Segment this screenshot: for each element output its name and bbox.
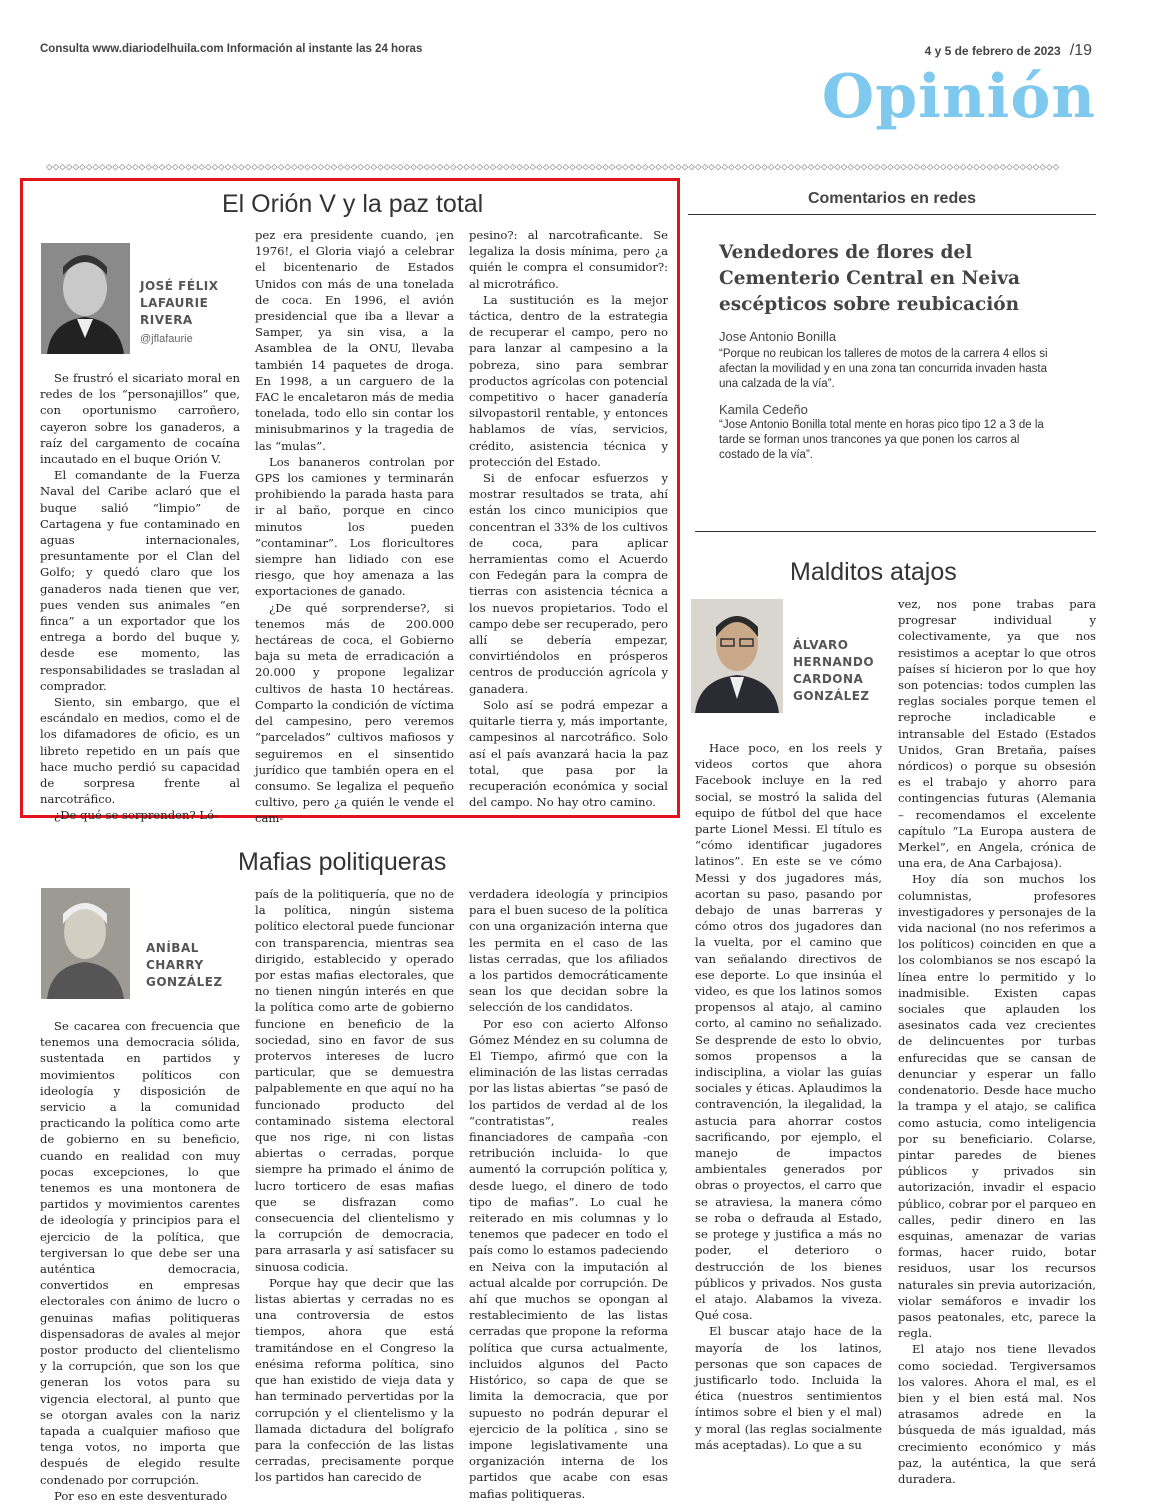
author-line: JOSÉ FÉLIX [140, 279, 219, 293]
paragraph: Si de enfocar esfuerzos y mostrar resultados se trata, ahí están los cinco municipios que concentran el 33% de los cultivos de coca, para aplicar herramientas como el Acuerdo con Fedegán para la compra de tierras con asistencia técnica a los nuevos propietarios. Todo el campo debe ser recuperado, pero allí se debería empezar, convirtiéndolos en prósperos centros de producción agrícola y ganadera. [469, 471, 668, 696]
paragraph: Por eso en este desventurado [54, 1488, 228, 1503]
author-line: ÁLVARO [793, 638, 849, 652]
author-name-charry [146, 940, 223, 991]
author-photo [41, 243, 130, 354]
article-title-orion: El Orión V y la paz total [222, 190, 484, 218]
paragraph: verdadera ideología y principios para el buen suceso de la política con una organización interna que les permita en el caso de las listas cerradas, que los afiliados a los partidos democráticamente sean los que decidan sobre la selección de los candidatos. [469, 887, 668, 1015]
author-photo [41, 888, 130, 999]
author-name-lafaurie [140, 278, 218, 329]
paragraph: ¿De qué se sorprenden? Ló- [54, 808, 218, 823]
paragraph: Solo así se podrá empezar a quitarle tierra y, más importante, campesinos al narcotráfico. Solo así el país avanzará hacia la paz total, que pasa por la recuperación económica y social del campo. No hay otro camino. [469, 697, 668, 810]
author-line: ANÍBAL [146, 941, 199, 955]
paragraph: país de la politiquería, que no de la política, ningún sistema político electoral puede funcionar con transparencia, mientras sea dirigido, establecido y operado por estas mafias electorales, que no tienen ningún interés en que la política como arte de gobierno funcione en beneficio de la sociedad, sino en favor de sus protervos intereses de lucro particular, que se demuestra palpablemente en que aquí no ha funcionado producto del contaminado sistema electoral que nos rige, ni con listas abiertas o cerradas, porque siempre ha primado el ánimo de lucro torticero de esas mafias que se disfrazan como consecuencia del clientelismo y la corrupción de democracia, para arrasarla y así satisfacer su sinuosa codicia. [255, 887, 454, 1274]
paragraph: Hoy día son muchos los columnistas, profesores investigadores y personajes de la vida nacional (no nos referimos a los políticos) coinciden en que a los colombianos se nos escapó la línea entre lo permitido y lo inadmisible. Existen capas sociales que aplauden los asesinatos cada vez crecientes de delincuentes por turbas enfurecidas que se cansan de denunciar y esperar un fallo condenatorio. Desde hace mucho la trampa y el atajo, se califica como astucia, como inteligencia por su beneficiario. Colarse, pintar paredes de bienes públicos y privados sin autorización, invadir el espacio público, cobrar por el parqueo en calles, pedir dinero en las esquinas, amenazar de varias formas, hacer ruido, botar residuos, usar los recursos naturales sin previa autorización, violar semáforos e invadir los pasos peatonales, etc, parece la regla. [898, 872, 1096, 1341]
article3-column-1 [40, 1018, 240, 1503]
section-title: Opinión [821, 62, 1096, 132]
paragraph: Por eso con acierto Alfonso Gómez Méndez en su columna de El Tiempo, afirmó que con la eliminación de las listas cerradas por las listas abiertas “se pasó de los partidos de verdad al de los “contratistas”, reales financiadores de campaña -con retribución incluida- lo que aumentó la corrupción política y, desde luego, el dinero de todo tipo de mafias”. Lo cual he reiterado en mis columnas y lo tenemos que padecer en todo el país como lo estamos padeciendo en Neiva con la imputación al actual alcalde por corrupción. De ahí que muchos se opongan al restablecimiento de las listas cerradas que propone la reforma política que cursa actualmente, incluidos algunos del Pacto Histórico, so capa de que se limita la democracia, que por supuesto no podrán depurar el ejercicio de la política , sino se impone legislativamente una organización interna de los partidos que acabe con esas mafias politiqueras. [469, 1016, 668, 1501]
author-line: GONZÁLEZ [793, 689, 870, 703]
comment-text: “Porque no reubican los talleres de motos de la carrera 4 ellos si afectan la movilidad y en una zona tan concurrida invaden hasta una calzada de la vía”. [719, 348, 1048, 390]
paragraph: pesino?: al narcotraficante. Se legaliza la dosis mínima, pero ¿a quién le compra el consumidor?: al microtráfico. [469, 228, 668, 291]
article1-column-1 [40, 370, 240, 823]
header-date: 4 y 5 de febrero de 2023 [924, 44, 1061, 58]
commenter-name: Kamila Cedeño [719, 402, 808, 417]
commenter-name: Jose Antonio Bonilla [719, 329, 837, 344]
author-line: CHARRY [146, 958, 204, 972]
paragraph: Hace poco, en los reels y videos cortos que ahora Facebook incluye en la red social, se mostró la salida del equipo de fútbol del que hace parte Lionel Messi. El título es “cómo identificar jugadores latinos”. En este se ve cómo Messi y dos jugadores más, acortan su paso, pasando por debajo de unas barreras y cómo otros dos jugadores dan la vuelta, por el camino que van señalando directivos de ese deporte. Lo que insinúa el video, es que los latinos somos propensos al atajo, al camino corto, al camino no señalizado. Se desprende de esto lo obvio, somos propensos a la indisciplina, a violar las guías sociales y éticas. Aplaudimos la contravención, la ilegalidad, la astucia para ahorrar costos sacrificando, por ejemplo, el manejo de impactos ambientales generados por obras o proyectos, el carro que se atraviesa, la manera cómo se roba o defrauda al Estado, se protege y justifica a más no poder, el deterioro o destrucción de los bienes públicos y privados. Nos gusta el atajo. Alabamos la viveza. Qué cosa. [695, 741, 882, 1323]
article-title-mafias: Mafias politiqueras [238, 848, 447, 876]
paragraph: El buscar atajo hace de la mayoría de los latinos, personas que son capaces de justificarlo todo. Incluida la ética (nuestros sentimientos íntimos sobre el bien y el mal) y moral (las reglas socialmente más aceptadas). Lo que a su [695, 1324, 882, 1452]
divider [688, 214, 1096, 215]
comment-text: “Jose Antonio Bonilla total mente en horas pico tipo 12 a 3 de la tarde se forman unos trancones ya que ponen los carros al costado de la vía”. [719, 419, 1044, 461]
paragraph: Los bananeros controlan por GPS los camiones y terminarán prohibiendo la parada hasta para ir al baño, porque en cinco minutos los pueden “contaminar”. Los floricultores siempre han lidiado con ese riesgo, que hoy amenaza a las exportaciones de ganado. [255, 454, 454, 599]
article-title-atajos: Malditos atajos [790, 558, 957, 586]
article1-column-2 [255, 227, 454, 826]
decorative-diamond-border: ◇◇◇◇◇◇◇◇◇◇◇◇◇◇◇◇◇◇◇◇◇◇◇◇◇◇◇◇◇◇◇◇◇◇◇◇◇◇◇◇◇◇◇◇◇◇◇◇◇◇◇◇◇◇◇◇◇◇◇◇◇◇◇◇◇◇◇◇◇◇◇◇◇◇◇◇◇◇◇◇◇◇◇◇◇◇◇◇◇◇◇◇◇◇◇◇◇◇◇◇◇◇◇◇◇◇◇◇◇◇◇◇◇◇◇◇◇◇◇◇◇◇◇◇◇◇◇◇◇◇◇◇◇◇◇◇◇◇◇◇◇◇◇◇◇◇◇◇◇◇◇◇◇ [46, 160, 1060, 173]
paragraph: Se frustró el sicariato moral en redes de los “personajillos” que, con oportunismo carroñero, cayeron sobre los ganaderos, a raíz del cargamento de cocaína incautado en el buque Orión V. [40, 371, 240, 467]
paragraph: La sustitución es la mejor táctica, dentro de la estrategia de recuperar el campo, pero no para lanzar al campesino a la pobreza, sino para sembrar productos agrícolas con potencial competitivo o hacer ganadería silvopastoril rentable, y entonces hablamos de vías, servicios, crédito, asistencia técnica y protección del Estado. [469, 292, 668, 469]
author-photo [691, 599, 783, 713]
header-website-line: Consulta www.diariodelhuila.com Información al instante las 24 horas [40, 43, 423, 55]
paragraph: pez era presidente cuando, ¡en 1976!, el Gloria viajó a celebrar el bicentenario de Estados Unidos con más de una tonelada de coca. En 1996, el avión presidencial que iba a llevar a Samper, ya sin visa, a la Asamblea de la ONU, llevaba también 14 paquetes de droga. En 1998, a un carguero de la FAC le encaletaron más de media tonelada, todo ello sin contar los minisubmarinos y la tragedia de las “mulas”. [255, 228, 454, 453]
paragraph: Se cacarea con frecuencia que tenemos una democracia sólida, sustentada en partidos y movimientos políticos con ideología y disposición de servicio a la comunidad practicando la política como arte de gobierno en su beneficio, cuando en realidad con muy pocas excepciones, lo que tenemos es una montonera de partidos y movimientos carentes de ideología y principios para el ejercicio de la política, que tergiversan lo que debe ser una auténtica democracia, convertidos en empresas electorales con ánimo de lucro o genuinas mafias politiqueras dispensadoras de avales al mejor postor producto del clientelismo y la corrupción, que son los que generan los votos para su vigencia electoral, al punto que se otorgan avales con la nariz tapada a cualquier mafioso que tenga votos, no importa que después de elegido resulte condenado por corrupción. [40, 1019, 240, 1487]
author-line: GONZÁLEZ [146, 975, 223, 989]
paragraph: ¿De qué sorprenderse?, si tenemos más de 200.000 hectáreas de coca, el Gobierno baja su meta de erradicación a 20.000 y propone legalizar cultivos de hasta 10 hectáreas. Comparto la condición de víctima del campesino, pero veremos “parcelados” cultivos mafiosos y seguiremos en el sinsentido jurídico que también opera en el consumo. Se legaliza el pequeño cultivo, pero ¿a quién le vende el cam- [255, 600, 454, 826]
author-line: HERNANDO [793, 655, 875, 669]
author-handle: @jflafaurie [140, 333, 193, 345]
comments-section-title: Comentarios en redes [807, 190, 977, 207]
paragraph: El atajo nos tiene llevados como sociedad. Tergiversamos los valores. Ahora el mal, es el bien y el bien está mal. Nos atrasamos adrede en la búsqueda de más igualdad, más crecimiento económico y más paz, la auténtica, la que será duradera. [898, 1342, 1096, 1486]
divider [695, 531, 1096, 532]
paragraph: Porque hay que decir que las listas abiertas y cerradas no es una controversia de estos tiempos, ahora que está tramitándose en el Congreso la enésima reforma política, sino que han existido de vieja data y han terminado pervertidas por la corrupción y el clientelismo y la llamada dictadura del bolígrafo para la confección de las listas cerradas, precisamente porque los partidos han carecido de [255, 1275, 454, 1485]
comments-headline: Vendedores de flores del Cementerio Central en Neiva escépticos sobre reubicación [719, 242, 1020, 315]
header-date-block [925, 40, 1092, 60]
author-line: LAFAURIE [140, 296, 209, 310]
author-line: CARDONA [793, 672, 864, 686]
article1-column-3 [469, 227, 668, 810]
author-line: RIVERA [140, 313, 193, 327]
paragraph: Siento, sin embargo, que el escándalo en medios, como el de los difamadores de oficio, es un libreto repetido en un país que hace mucho perdió su capacidad de sorpresa frente al narcotráfico. [40, 695, 240, 807]
paragraph: El comandante de la Fuerza Naval del Caribe aclaró que el buque salió “limpio” de Cartagena y fue contaminado en aguas internacionales, presuntamente por el Clan del Golfo; y quedó claro que los ganaderos nada tienen que ver, pues venden sus animales “en finca” a un exportador que los entrega a bordo del buque y, desde ese momento, las responsabilidades se trasladan al comprador. [40, 468, 240, 693]
article3-column-2 [255, 886, 454, 1485]
author-name-cardona [793, 637, 874, 705]
article2-column-2 [898, 596, 1096, 1486]
article2-column-1 [695, 740, 882, 1470]
paragraph: vez, nos pone trabas para progresar individual y colectivamente, ya que nos resistimos a aceptar lo que otros países sí hicieron por lo que hoy son potencias: todos cumplen las reglas sociales porque temen el reproche incladicable e intransable del Estado (Estados Unidos, Gran Bretaña, países nórdicos) o porque su obsesión es el trabajo y ahorro para contingencias futuras (Alemania – recomendamos el excelente capítulo “La Europa austera de Merkel”, en Angela, crónica de una era, de Ana Carbajosa). [898, 597, 1096, 871]
page-number: /19 [1069, 42, 1092, 59]
article3-column-3 [469, 886, 668, 1501]
